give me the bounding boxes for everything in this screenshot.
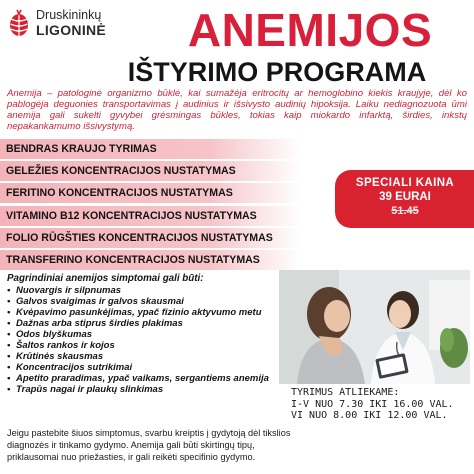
symptom-item: • Koncentracijos sutrikimai bbox=[7, 362, 307, 373]
test-item: GELEŽIES KONCENTRACIJOS NUSTATYMAS bbox=[0, 161, 300, 181]
price-label: SPECIALI KAINA bbox=[355, 177, 455, 189]
price-old: 51.45 bbox=[391, 205, 419, 217]
symptom-item: • Apetito praradimas, ypač vaikams, sergantiems anemija bbox=[7, 373, 307, 384]
schedule-saturday: VI NUO 8.00 IKI 12.00 VAL. bbox=[291, 410, 448, 421]
doctor-patient-illustration bbox=[279, 270, 470, 384]
intro-paragraph: Anemija – patologinė organizmo būklė, kai sumažėja eritrocitų ar hemoglobino kiekis kraujyje, dėl ko pablogėja deguonies transportavimas į audinius ir išsivysto audinių hipoksija. Laiku nediagnozuota ūmi anemija gali sukelti gyvybei grėsmingas būkles, tokias kaip miokardo infarktą, širdies, inkstų nepakankamumo išsivystymą. bbox=[7, 88, 467, 132]
test-item: FERITINO KONCENTRACIJOS NUSTATYMAS bbox=[0, 183, 300, 203]
symptom-item: • Dažnas arba stiprus širdies plakimas bbox=[7, 318, 307, 329]
hospital-logo bbox=[8, 6, 158, 40]
symptom-item: • Trapūs nagai ir plaukų slinkimas bbox=[7, 384, 307, 395]
page-title: ANEMIJOS bbox=[187, 4, 433, 56]
schedule-title: TYRIMUS ATLIEKAME: bbox=[291, 387, 400, 398]
page-subtitle: IŠTYRIMO PROGRAMA bbox=[127, 57, 427, 87]
test-item: BENDRAS KRAUJO TYRIMAS bbox=[0, 139, 300, 159]
symptom-item: • Odos blyškumas bbox=[7, 329, 307, 340]
consultation-photo bbox=[279, 270, 470, 384]
price-badge bbox=[335, 170, 474, 228]
symptoms-title: Pagrindiniai anemijos simptomai gali būti: bbox=[7, 273, 204, 284]
test-item: FOLIO RŪGŠTIES KONCENTRACIJOS NUSTATYMAS bbox=[0, 228, 300, 248]
logo-name-line2: LIGONINĖ bbox=[36, 21, 107, 38]
pinecone-icon bbox=[8, 9, 30, 37]
price-value: 39 EURAI bbox=[379, 191, 431, 203]
logo-name-line1: Druskininkų bbox=[36, 8, 102, 23]
footer-paragraph: Jeigu pastebite šiuos simptomus, svarbu kreiptis į gydytoją dėl tikslios diagnozės ir tinkamo gydymo. Anemija gali būti skirtingų tipų, priklausomai nuo priežasties, ir gali reikėti specifinio gydymo. bbox=[7, 428, 291, 462]
schedule-weekdays: I-V NUO 7.30 IKI 16.00 VAL. bbox=[291, 398, 454, 410]
symptom-item: • Šaltos rankos ir kojos bbox=[7, 340, 307, 351]
schedule-block bbox=[291, 387, 473, 422]
symptoms-list bbox=[7, 285, 307, 395]
symptom-item: • Galvos svaigimas ir galvos skausmai bbox=[7, 296, 307, 307]
tests-list bbox=[0, 139, 300, 272]
test-item: TRANSFERINO KONCENTRACIJOS NUSTATYMAS bbox=[0, 250, 300, 270]
symptom-item: • Kvėpavimo pasunkėjimas, ypač fizinio aktyvumo metu bbox=[7, 307, 307, 318]
symptom-item: • Krūtinės skausmas bbox=[7, 351, 307, 362]
symptom-item: • Nuovargis ir silpnumas bbox=[7, 285, 307, 296]
test-item: VITAMINO B12 KONCENTRACIJOS NUSTATYMAS bbox=[0, 206, 300, 226]
